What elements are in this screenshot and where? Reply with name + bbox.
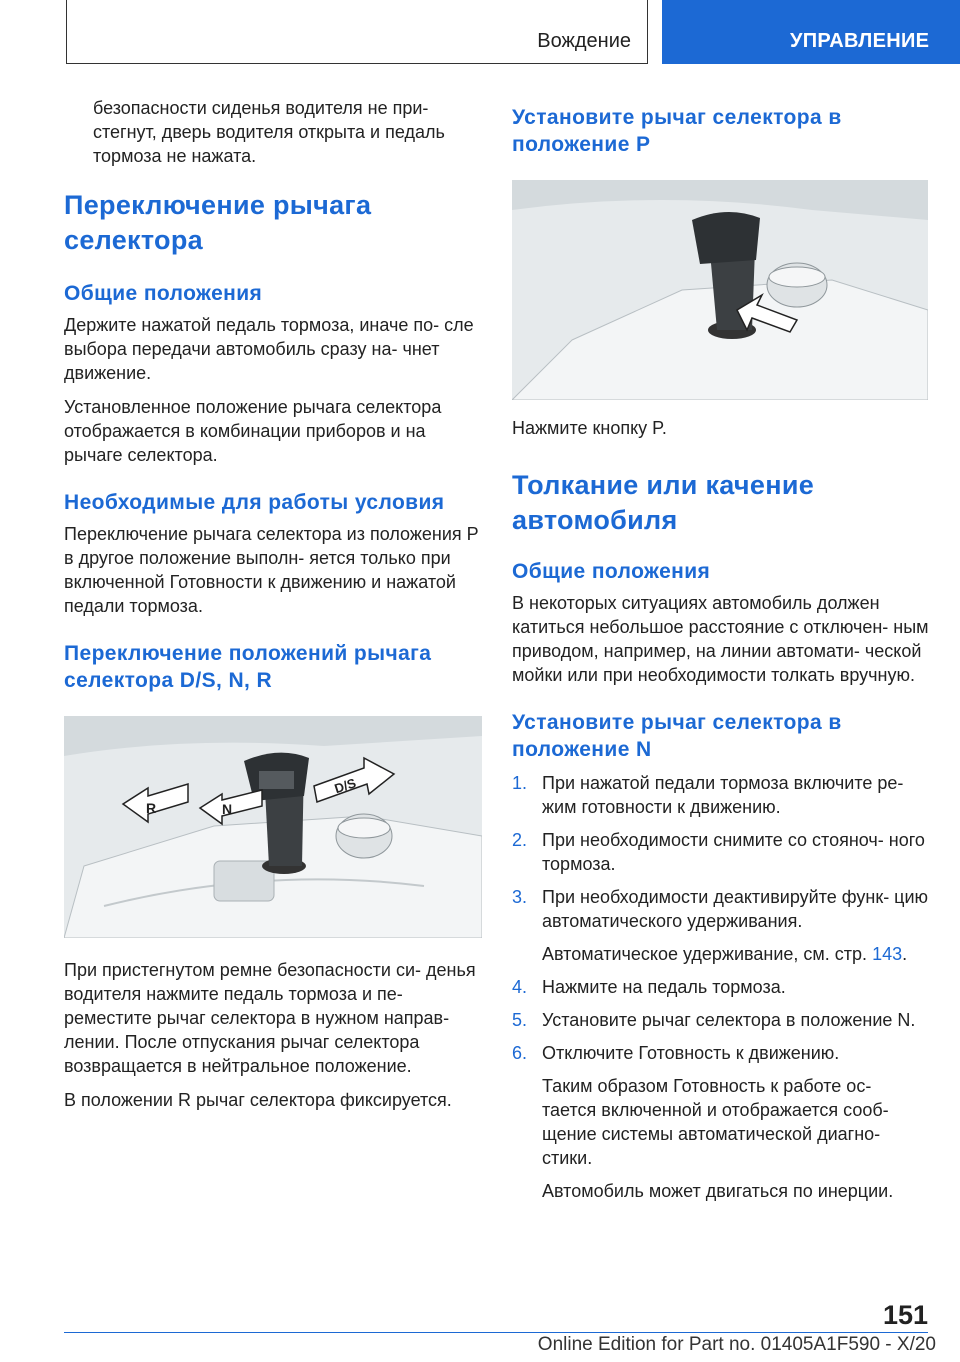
intro-text: безопасности сиденья водителя не при- стегнут, дверь водителя открыта и педаль тормоза не нажата. <box>93 98 445 166</box>
figure-selector-p <box>512 180 928 400</box>
step-text: Отключите Готовность к движению. <box>542 1043 840 1063</box>
right-column <box>512 96 930 1212</box>
label-r: R <box>146 800 157 816</box>
step-3-note-end: . <box>902 944 908 964</box>
paragraph-general-right: В некоторых ситуациях автомобиль должен катиться небольшое расстояние с отключен- ным приводом, например, на линии автомати- ческой мойки или при необходимости толкать вручную. <box>512 593 929 685</box>
step-number: 3. <box>512 887 528 907</box>
page-link-143[interactable]: 143 <box>872 944 903 964</box>
page-number: 151 <box>882 1300 928 1330</box>
paragraph-after-fig-2: В положении R рычаг селектора фиксируется. <box>64 1090 452 1110</box>
list-item <box>512 975 930 999</box>
step-6-note-2 <box>512 1179 930 1203</box>
paragraph-conditions: Переключение рычага селектора из положения P в другое положение выполн- яется только при включенной Готовности к движению и нажатой педали тормоза. <box>64 524 479 616</box>
button-p-illustration <box>512 180 928 400</box>
step-text: Установите рычаг селектора в положение N. <box>542 1010 916 1030</box>
list-item <box>512 828 930 876</box>
step-text: Нажмите на педаль тормоза. <box>542 977 786 997</box>
paragraph-general-2: Установленное положение рычага селектора отображается в комбинации приборов и на рычаге селектора. <box>64 397 442 465</box>
figure-selector-dsnr <box>64 716 482 938</box>
selector-lever-illustration <box>64 716 482 938</box>
list-item <box>512 1008 930 1032</box>
step-number: 1. <box>512 773 528 793</box>
list-item <box>512 885 930 933</box>
list-item <box>512 771 930 819</box>
step-text: При нажатой педали тормоза включите ре- жим готовности к движению. <box>542 773 904 817</box>
heading-set-p: Установите рычаг селектора в положение P <box>512 106 842 156</box>
footer-edition: Online Edition for Part no. 01405A1F590 - X/20 <box>537 1334 936 1355</box>
step-number: 5. <box>512 1010 528 1030</box>
step-6-note-1 <box>512 1074 930 1170</box>
heading-positions: Переключение положений рычага селектора D/S, N, R <box>64 642 432 692</box>
header-box <box>66 0 648 64</box>
step-6-note-1-text: Таким образом Готовность к работе ос- тается включенной и отображается сооб- щение системы автоматической диагно- стики. <box>542 1076 889 1168</box>
paragraph-press-p: Нажмите кнопку P. <box>512 418 667 438</box>
label-n: N <box>222 801 233 817</box>
heading-general-right: Общие положения <box>512 560 711 583</box>
left-column <box>64 96 484 1122</box>
list-item <box>512 1041 930 1065</box>
chapter-tab[interactable]: УПРАВЛЕНИЕ <box>662 0 960 64</box>
heading-general: Общие положения <box>64 282 263 305</box>
paragraph-after-fig-1: При пристегнутом ремне безопасности си- денья водителя нажмите педаль тормоза и пе- реместите рычаг селектора в нужном направ- лении. После отпускания рычаг селектора возвращается в нейтральное положение. <box>64 960 476 1076</box>
heading-switching: Переключение рычага селектора <box>64 190 372 255</box>
step-number: 2. <box>512 830 528 850</box>
step-number: 4. <box>512 977 528 997</box>
heading-push: Толкание или качение автомобиля <box>512 470 815 535</box>
steps-list <box>512 771 930 1203</box>
step-text: При необходимости снимите со стояноч- ного тормоза. <box>542 830 925 874</box>
step-text: При необходимости деактивируйте функ- цию автоматического удерживания. <box>542 887 929 931</box>
section-title: Вождение <box>537 30 631 52</box>
paragraph-general-1: Держите нажатой педаль тормоза, иначе по- сле выбора передачи автомобиль сразу на- чнет движение. <box>64 315 474 383</box>
step-number: 6. <box>512 1043 528 1063</box>
heading-conditions: Необходимые для работы условия <box>64 491 445 514</box>
step-6-note-2-text: Автомобиль может двигаться по инерции. <box>542 1181 894 1201</box>
heading-set-n: Установите рычаг селектора в положение N <box>512 711 842 761</box>
label-ds: D/S <box>332 775 358 797</box>
footer-divider <box>64 1332 928 1333</box>
step-3-note-text: Автоматическое удерживание, см. стр. <box>542 944 868 964</box>
step-3-note <box>512 942 930 966</box>
